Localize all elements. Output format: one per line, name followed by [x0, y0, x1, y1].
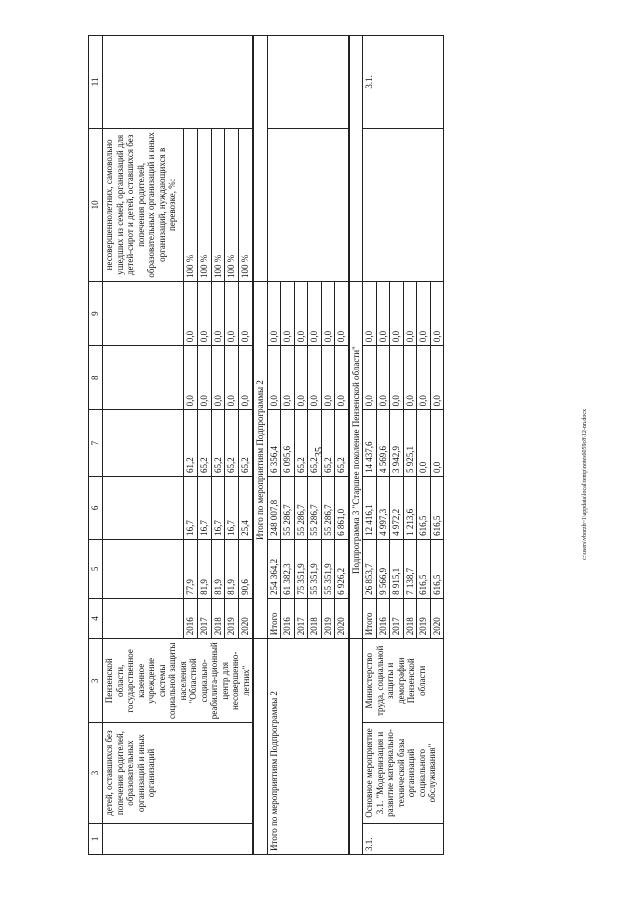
cell [103, 281, 184, 345]
value-cell: 81,9 [211, 539, 225, 598]
value-cell: 0,0 [390, 346, 404, 410]
value-cell: 65,2 [321, 410, 335, 477]
year-cell: Итого [267, 598, 281, 638]
year-cell: 2020 [335, 598, 349, 638]
year-cell: 2017 [390, 598, 404, 638]
page-number: 35 [314, 447, 325, 457]
indicator-ref: 3.1. [363, 36, 444, 129]
year-cell: 2017 [197, 598, 211, 638]
value-cell: 1 213,6 [403, 476, 417, 539]
table-row [363, 36, 377, 855]
value-cell: 0,0 [376, 281, 390, 345]
value-cell: 0,0 [308, 281, 322, 345]
value-cell: 0,0 [335, 281, 349, 345]
value-cell: 0,0 [430, 346, 444, 410]
cell [103, 598, 184, 638]
value-cell: 0,0 [294, 281, 308, 345]
value-cell: 100 % [184, 128, 198, 281]
value-cell: 0,0 [184, 346, 198, 410]
cell [103, 346, 184, 410]
value-cell: 65,2 [197, 410, 211, 477]
value-cell: 0,0 [197, 346, 211, 410]
value-cell: 0,0 [417, 281, 431, 345]
value-cell: 0,0 [390, 281, 404, 345]
value-cell: 65,2 [308, 410, 322, 477]
value-cell: 0,0 [225, 281, 239, 345]
year-cell: 2016 [184, 598, 198, 638]
cell [103, 476, 184, 539]
header-col-7: 7 [89, 410, 103, 477]
value-cell: 25,4 [239, 476, 253, 539]
value-cell: 0,0 [294, 346, 308, 410]
measure-description: детей, оставшихся без попечения родителей, образовательных организаций и иных организаций [103, 723, 254, 823]
value-cell: 7 138,7 [403, 539, 417, 598]
value-cell: 0,0 [281, 281, 295, 345]
value-cell: 12 416,1 [363, 476, 377, 539]
value-cell: 0,0 [267, 346, 281, 410]
value-cell: 0,0 [211, 281, 225, 345]
value-cell: 55 286,7 [308, 476, 322, 539]
header-col-5: 5 [89, 539, 103, 598]
year-cell: 2016 [376, 598, 390, 638]
cell [253, 639, 267, 855]
value-cell: 6 095,6 [281, 410, 295, 477]
value-cell: 3 942,9 [390, 410, 404, 477]
indicator-description: несовершеннолетних, самовольно ушедших из семей, организаций для детей-сирот и детей, оставшихся без попечения родителей, образовательных организаций и иных организаций, нуждающихся в перевозке, %: [103, 128, 184, 281]
value-cell: 0,0 [184, 281, 198, 345]
value-cell: 90,6 [239, 539, 253, 598]
value-cell: 254 364,2 [267, 539, 281, 598]
value-cell: 0,0 [197, 281, 211, 345]
value-cell: 0,0 [239, 281, 253, 345]
value-cell: 55 286,7 [281, 476, 295, 539]
value-cell: 0,0 [239, 346, 253, 410]
value-cell: 77,9 [184, 539, 198, 598]
header-row [89, 36, 103, 855]
value-cell: 55 351,9 [308, 539, 322, 598]
footer-file-path: c:\users\vborzh~1\appdata\local\temp\notes6059c8\12-nn.docx [582, 408, 588, 560]
value-cell: 4 997,3 [376, 476, 390, 539]
cell [103, 539, 184, 598]
subtotal-label: Итого по мероприятиям Подпрограммы 2 [267, 639, 349, 855]
value-cell: 0,0 [321, 281, 335, 345]
table-row [267, 36, 281, 855]
header-col-2: 3 [89, 723, 103, 823]
cell [103, 410, 184, 477]
value-cell: 0,0 [321, 346, 335, 410]
value-cell: 55 286,7 [294, 476, 308, 539]
value-cell: 65,2 [239, 410, 253, 477]
value-cell: 9 566,9 [376, 539, 390, 598]
value-cell: 616,5 [430, 539, 444, 598]
year-cell: 2018 [403, 598, 417, 638]
section-title-row [253, 36, 267, 855]
value-cell: 65,2 [335, 410, 349, 477]
value-cell: 0,0 [281, 346, 295, 410]
cell [267, 128, 349, 281]
table-row [103, 36, 184, 855]
section-title-row [349, 36, 363, 855]
value-cell: 100 % [211, 128, 225, 281]
value-cell: 0,0 [363, 346, 377, 410]
value-cell: 100 % [197, 128, 211, 281]
measure-description: Основное мероприятие 3.1. "Модернизация и развитие материально-технической базы организаций социального обслуживания" [363, 723, 444, 823]
value-cell: 4 972,2 [390, 476, 404, 539]
value-cell: 14 437,6 [363, 410, 377, 477]
value-cell: 0,0 [335, 346, 349, 410]
executor-description: Пензенской области, государственное казенное учреждение системы социальной защиты населения "Областной социально-реабилита-ционный центр для несовершенно-летних" [103, 639, 254, 723]
cell [253, 36, 267, 282]
cell [103, 36, 254, 129]
year-cell: 2017 [294, 598, 308, 638]
value-cell: 0,0 [417, 410, 431, 477]
header-col-9: 9 [89, 281, 103, 345]
header-col-10: 10 [89, 128, 103, 281]
measure-number: 3.1. [363, 823, 444, 854]
year-cell: 2019 [321, 598, 335, 638]
value-cell: 26 853,7 [363, 539, 377, 598]
year-cell: 2018 [211, 598, 225, 638]
subprogram3-title: Подпрограмма 3 "Старшее поколение Пензенской области" [349, 281, 363, 638]
year-cell: 2016 [281, 598, 295, 638]
cell [349, 639, 363, 855]
value-cell: 81,9 [197, 539, 211, 598]
value-cell: 16,7 [197, 476, 211, 539]
value-cell: 61 382,3 [281, 539, 295, 598]
value-cell: 81,9 [225, 539, 239, 598]
value-cell: 0,0 [267, 281, 281, 345]
year-cell: 2020 [239, 598, 253, 638]
year-cell: 2019 [225, 598, 239, 638]
value-cell: 75 351,9 [294, 539, 308, 598]
cell [103, 823, 254, 854]
year-cell: 2019 [417, 598, 431, 638]
value-cell: 6 861,0 [335, 476, 349, 539]
header-col-3: 3 [89, 639, 103, 723]
value-cell: 16,7 [225, 476, 239, 539]
header-col-6: 6 [89, 476, 103, 539]
value-cell: 0,0 [211, 346, 225, 410]
cell [267, 36, 349, 129]
cell [349, 36, 363, 282]
year-cell: Итого [363, 598, 377, 638]
value-cell: 55 351,9 [321, 539, 335, 598]
value-cell: 4 569,6 [376, 410, 390, 477]
value-cell: 5 925,1 [403, 410, 417, 477]
value-cell: 16,7 [211, 476, 225, 539]
value-cell: 0,0 [308, 346, 322, 410]
value-cell: 0,0 [430, 281, 444, 345]
executor-description: Министерство труда, социальной защиты и демографии Пензенской области [363, 639, 444, 723]
value-cell: 65,2 [211, 410, 225, 477]
value-cell: 0,0 [417, 346, 431, 410]
value-cell: 61,2 [184, 410, 198, 477]
year-cell: 2018 [308, 598, 322, 638]
rotated-table-region [88, 35, 608, 855]
header-col-11: 11 [89, 36, 103, 129]
value-cell: 100 % [239, 128, 253, 281]
value-cell: 616,5 [417, 539, 431, 598]
cell [363, 128, 444, 281]
value-cell: 8 915,1 [390, 539, 404, 598]
header-col-1: 1 [89, 823, 103, 854]
value-cell: 16,7 [184, 476, 198, 539]
value-cell: 100 % [225, 128, 239, 281]
value-cell: 0,0 [376, 346, 390, 410]
header-col-4: 4 [89, 598, 103, 638]
value-cell: 65,2 [225, 410, 239, 477]
value-cell: 0,0 [430, 410, 444, 477]
budget-table [88, 35, 444, 855]
value-cell: 0,0 [403, 346, 417, 410]
value-cell: 55 286,7 [321, 476, 335, 539]
value-cell: 6 926,2 [335, 539, 349, 598]
header-col-8: 8 [89, 346, 103, 410]
value-cell: 0,0 [403, 281, 417, 345]
value-cell: 616,5 [417, 476, 431, 539]
value-cell: 616,5 [430, 476, 444, 539]
value-cell: 0,0 [225, 346, 239, 410]
year-cell: 2020 [430, 598, 444, 638]
value-cell: 65,2 [294, 410, 308, 477]
value-cell: 248 007,8 [267, 476, 281, 539]
value-cell: 0,0 [363, 281, 377, 345]
subtotal-section-title: Итого по мероприятиям Подпрограммы 2 [253, 281, 267, 638]
value-cell: 6 356,4 [267, 410, 281, 477]
